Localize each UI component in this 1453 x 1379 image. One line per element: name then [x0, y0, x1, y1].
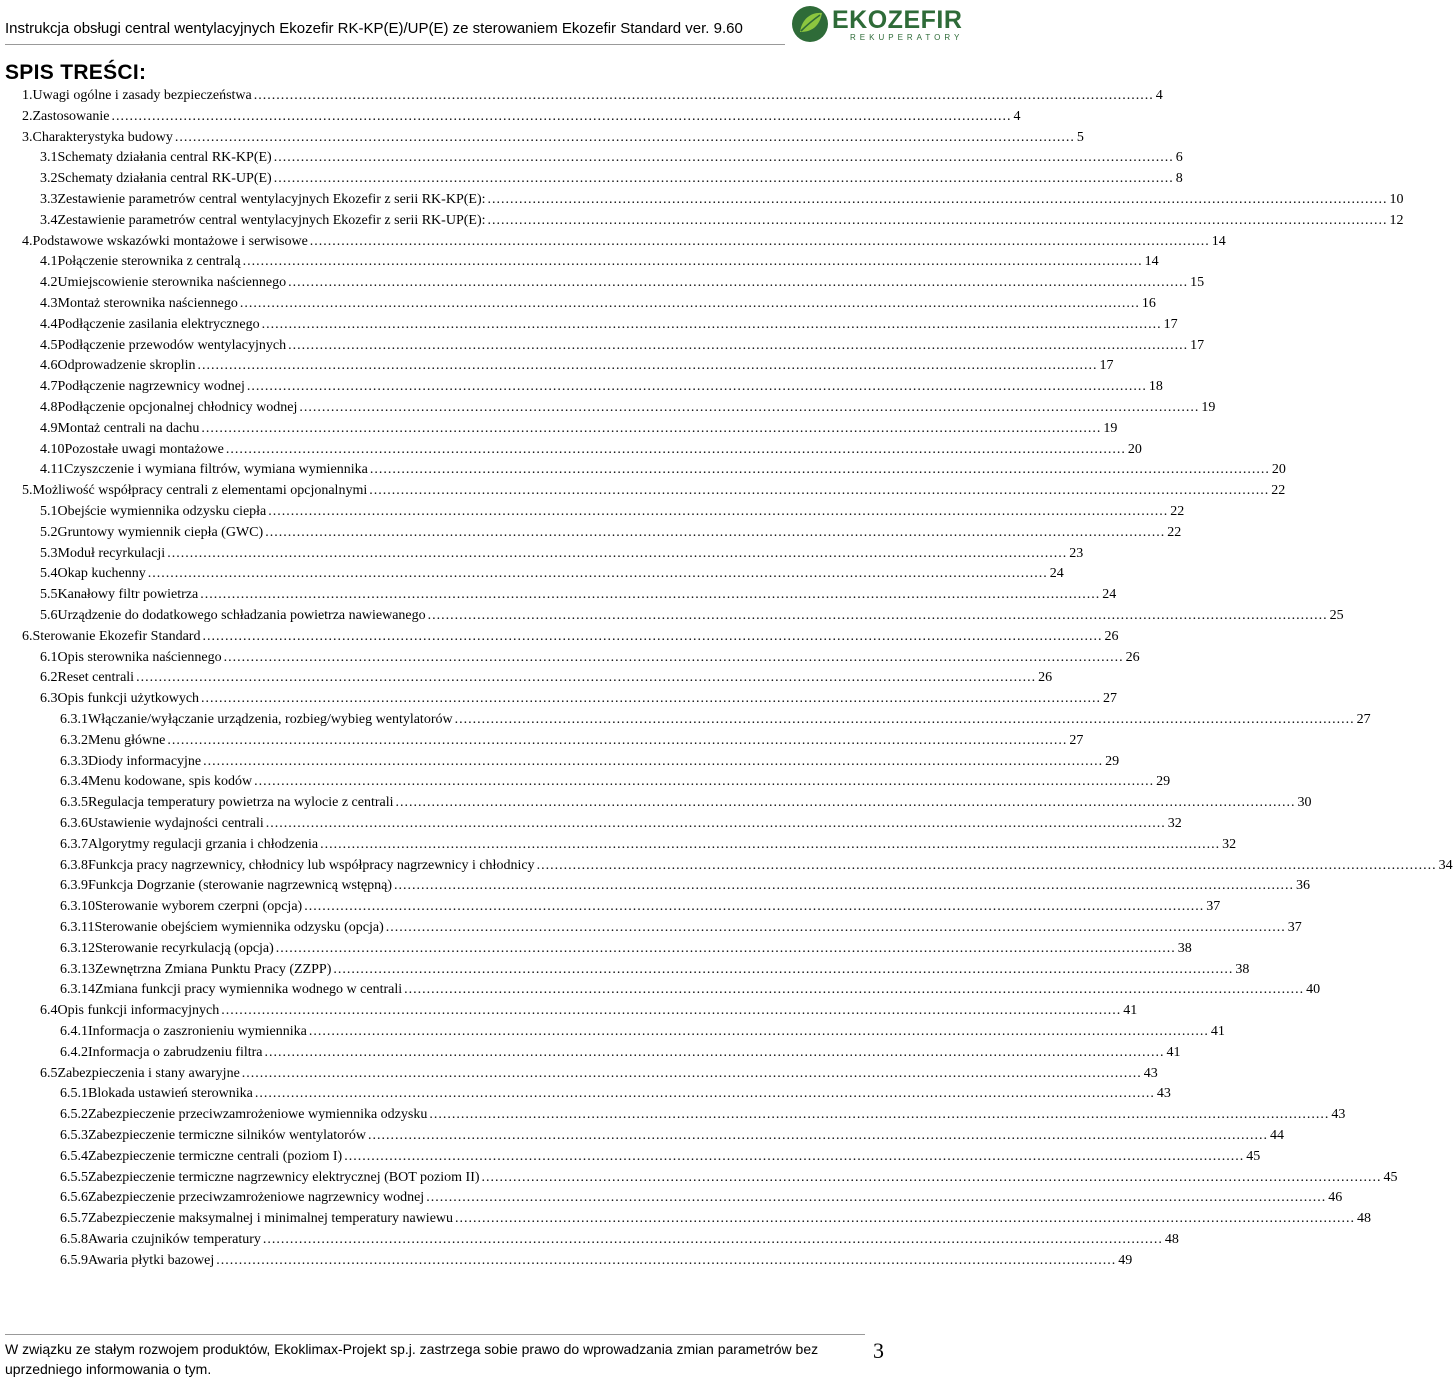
toc-entry[interactable] — [60, 814, 1182, 834]
toc-entry-page: 41 — [1166, 1044, 1181, 1060]
toc-entry-page: 16 — [1141, 296, 1156, 311]
toc-entry-number: 4.10 — [40, 441, 65, 457]
toc-entry-title: Gruntowy wymiennik ciepła (GWC) — [57, 524, 264, 540]
header-title: Instrukcja obsługi central wentylacyjnych Ekozefir RK-KP(E)/UP(E) ze sterowaniem Ekozefir Standard ver. 9.60 — [5, 20, 743, 37]
toc-entry-title: Blokada ustawień sterownika — [88, 1086, 253, 1102]
toc-leader-dots: ........................................................................................................................................................................................................ — [404, 982, 1305, 998]
toc-leader-dots: ........................................................................................................................................................................................................ — [265, 816, 1166, 831]
toc-leader-dots: ........................................................................................................................................................................................................ — [241, 1065, 1142, 1081]
toc-entry[interactable] — [60, 710, 1371, 730]
toc-entry-title: Ustawienie wydajności centrali — [88, 816, 264, 831]
toc-entry[interactable] — [22, 627, 1119, 647]
toc-entry-title: Sterowanie obejściem wymiennika odzysku (opcja) — [94, 920, 384, 935]
toc-entry-title: Czyszczenie i wymiana filtrów, wymiana wymiennika — [63, 462, 368, 478]
toc-leader-dots: ........................................................................................................................................................................................................ — [393, 878, 1294, 894]
toc-entry[interactable] — [60, 856, 1453, 876]
toc-entry-number: 4.6 — [40, 358, 58, 374]
toc-leader-dots: ........................................................................................................................................................................................................ — [261, 316, 1162, 332]
toc-entry-page: 30 — [1297, 795, 1312, 811]
toc-entry-title: Zabezpieczenie przeciwzamrożeniowe nagrzewnicy wodnej — [88, 1190, 425, 1206]
toc-entry-page: 14 — [1211, 233, 1226, 249]
toc-entry[interactable] — [40, 606, 1344, 626]
toc-entry-number: 6.5.2 — [60, 1107, 88, 1123]
toc-entry-number: 6.3.12 — [60, 940, 95, 956]
toc-entry-number: 6.3.4 — [60, 774, 88, 790]
header-divider — [5, 44, 785, 45]
toc-entry-title: Zabezpieczenie termiczne centrali (poziom I) — [88, 1148, 343, 1164]
footer-divider — [5, 1334, 865, 1335]
toc-leader-dots: ........................................................................................................................................................................................................ — [223, 649, 1124, 665]
toc-entry-page: 32 — [1167, 816, 1182, 831]
toc-entry[interactable] — [40, 336, 1205, 356]
toc-entry-number: 3.3 — [40, 192, 58, 207]
toc-entry[interactable] — [60, 897, 1221, 917]
toc-leader-dots: ........................................................................................................................................................................................................ — [216, 1252, 1117, 1268]
toc-entry-number: 6.3.3 — [60, 753, 88, 769]
toc-entry-title: Podłączenie zasilania elektrycznego — [57, 316, 260, 332]
toc-entry[interactable] — [60, 1147, 1261, 1167]
toc-entry-title: Podstawowe wskazówki montażowe i serwisowe — [32, 233, 308, 249]
toc-leader-dots: ........................................................................................................................................................................................................ — [200, 587, 1101, 603]
toc-entry[interactable] — [40, 502, 1185, 522]
toc-entry-number: 6.3.8 — [60, 857, 88, 873]
toc-entry-number: 5.1 — [40, 504, 58, 519]
toc-leader-dots: ........................................................................................................................................................................................................ — [288, 337, 1189, 353]
logo-wordmark: EKOZEFIR — [832, 6, 963, 34]
toc-entry-title: Schematy działania central RK-UP(E) — [57, 171, 272, 187]
toc-leader-dots: ........................................................................................................................................................................................................ — [239, 296, 1140, 311]
toc-entry[interactable] — [60, 1251, 1133, 1271]
toc-entry-page: 48 — [1357, 1211, 1372, 1227]
toc-leader-dots: ........................................................................................................................................................................................................ — [265, 524, 1166, 540]
toc-entry[interactable] — [40, 356, 1114, 376]
toc-leader-dots: ........................................................................................................................................................................................................ — [320, 836, 1221, 852]
toc-leader-dots: ........................................................................................................................................................................................................ — [167, 545, 1068, 561]
toc-entry-number: 6.4.2 — [60, 1044, 88, 1060]
toc-entry-page: 45 — [1383, 1169, 1398, 1185]
toc-entry-title: Zabezpieczenie przeciwzamrożeniowe wymiennika odzysku — [88, 1107, 428, 1123]
toc-entry-page: 26 — [1125, 649, 1140, 665]
toc-leader-dots: ........................................................................................................................................................................................................ — [221, 1003, 1122, 1019]
toc-entry[interactable] — [40, 648, 1140, 668]
toc-entry-number: 6.5.3 — [60, 1128, 88, 1143]
toc-leader-dots: ........................................................................................................................................................................................................ — [254, 774, 1155, 790]
toc-leader-dots: ........................................................................................................................................................................................................ — [262, 1232, 1163, 1247]
toc-entry-number: 2. — [22, 108, 33, 124]
toc-entry-number: 6.3.6 — [60, 816, 88, 831]
toc-entry-number: 6.5 — [40, 1065, 58, 1081]
toc-entry-title: Informacja o zabrudzeniu filtra — [88, 1044, 263, 1060]
toc-entry-title: Włączanie/wyłączanie urządzenia, rozbieg/wybieg wentylatorów — [88, 712, 453, 727]
leaf-icon — [790, 4, 830, 44]
toc-entry-page: 38 — [1177, 940, 1192, 956]
toc-entry-page: 41 — [1210, 1024, 1225, 1039]
toc-entry-title: Obejście wymiennika odzysku ciepła — [57, 504, 267, 519]
toc-entry-title: Montaż centrali na dachu — [57, 420, 200, 436]
toc-entry-number: 6.5.9 — [60, 1252, 88, 1268]
toc-entry-number: 6.3.1 — [60, 712, 88, 727]
toc-entry-title: Informacja o zaszronieniu wymiennika — [88, 1024, 307, 1039]
toc-entry[interactable] — [60, 980, 1321, 1000]
toc-entry-number: 6. — [22, 628, 33, 644]
toc-entry-page: 38 — [1235, 961, 1250, 977]
toc-entry-title: Awaria czujników temperatury — [88, 1232, 261, 1247]
toc-entry-page: 10 — [1389, 192, 1404, 207]
toc-entry-title: Podłączenie nagrzewnicy wodnej — [57, 379, 245, 395]
toc-entry-title: Regulacja temperatury powietrza na wylocie z centrali — [88, 795, 394, 811]
toc-entry-title: Pozostałe uwagi montażowe — [64, 441, 224, 457]
toc-entry[interactable] — [60, 960, 1250, 980]
toc-leader-dots: ........................................................................................................................................................................................................ — [304, 899, 1205, 915]
toc-entry-title: Zestawienie parametrów central wentylacyjnych Ekozefir z serii RK-UP(E): — [57, 212, 486, 228]
toc-leader-dots: ........................................................................................................................................................................................................ — [333, 961, 1234, 977]
toc-leader-dots: ........................................................................................................................................................................................................ — [268, 504, 1169, 519]
toc-leader-dots: ........................................................................................................................................................................................................ — [395, 795, 1296, 811]
toc-leader-dots: ........................................................................................................................................................................................................ — [197, 358, 1098, 374]
toc-entry[interactable] — [60, 1230, 1179, 1250]
toc-entry-page: 18 — [1148, 379, 1163, 395]
toc-leader-dots: ........................................................................................................................................................................................................ — [426, 1190, 1327, 1206]
toc-leader-dots: ........................................................................................................................................................................................................ — [299, 400, 1200, 415]
toc-entry-page: 45 — [1246, 1148, 1261, 1164]
toc-entry[interactable] — [40, 523, 1182, 543]
toc-entry[interactable] — [40, 564, 1064, 584]
toc-entry-page: 29 — [1156, 774, 1171, 790]
toc-entry-page: 6 — [1175, 150, 1183, 166]
toc-leader-dots: ........................................................................................................................................................................................................ — [253, 88, 1154, 103]
toc-entry-number: 3.1 — [40, 150, 58, 166]
toc-leader-dots: ........................................................................................................................................................................................................ — [429, 1107, 1330, 1123]
toc-entry-page: 37 — [1287, 920, 1302, 935]
toc-entry[interactable] — [60, 1188, 1343, 1208]
toc-entry-page: 27 — [1356, 712, 1371, 727]
toc-entry[interactable] — [40, 273, 1205, 293]
toc-entry[interactable] — [40, 398, 1216, 418]
toc-entry-title: Urządzenie do dodatkowego schładzania powietrza nawiewanego — [57, 608, 426, 623]
toc-entry-page: 49 — [1118, 1252, 1133, 1268]
toc-entry[interactable] — [60, 835, 1237, 855]
toc-entry-page: 32 — [1222, 836, 1237, 852]
toc-entry-title: Odprowadzenie skroplin — [57, 358, 196, 374]
toc-entry-page: 43 — [1156, 1086, 1171, 1102]
toc-entry-title: Połączenie sterownika z centralą — [57, 254, 241, 270]
toc-entry-page: 20 — [1271, 462, 1286, 478]
logo-tagline: REKUPERATORY — [850, 33, 964, 42]
toc-entry-title: Reset centrali — [57, 670, 135, 686]
toc-entry-number: 6.3.13 — [60, 961, 95, 977]
toc-title: SPIS TREŚCI: — [5, 61, 147, 84]
toc-entry[interactable] — [40, 460, 1286, 480]
toc-entry-page: 19 — [1103, 420, 1118, 436]
page-header — [0, 0, 964, 48]
toc-entry-number: 6.3.5 — [60, 795, 88, 811]
toc-entry-title: Diody informacyjne — [88, 753, 202, 769]
toc-entry-page: 5 — [1076, 129, 1084, 145]
toc-entry-page: 4 — [1013, 108, 1021, 124]
toc-entry[interactable] — [60, 1168, 1398, 1188]
toc-entry[interactable] — [40, 689, 1118, 709]
toc-entry-number: 6.5.4 — [60, 1148, 88, 1164]
toc-leader-dots: ........................................................................................................................................................................................................ — [273, 150, 1174, 166]
toc-entry-number: 6.3.2 — [60, 732, 88, 748]
toc-entry-page: 26 — [1038, 670, 1053, 686]
toc-leader-dots: ........................................................................................................................................................................................................ — [275, 940, 1176, 956]
toc-entry-page: 17 — [1163, 316, 1178, 332]
toc-leader-dots: ........................................................................................................................................................................................................ — [273, 171, 1174, 187]
toc-entry[interactable] — [60, 918, 1302, 938]
toc-entry-number: 4.7 — [40, 379, 58, 395]
toc-entry-number: 6.3.7 — [60, 836, 88, 852]
toc-leader-dots: ........................................................................................................................................................................................................ — [111, 108, 1012, 124]
toc-leader-dots: ........................................................................................................................................................................................................ — [369, 483, 1270, 499]
toc-leader-dots: ........................................................................................................................................................................................................ — [201, 691, 1102, 707]
toc-entry-title: Sterowanie wyborem czerpni (opcja) — [95, 899, 303, 915]
toc-entry-number: 3.2 — [40, 171, 58, 187]
toc-leader-dots: ........................................................................................................................................................................................................ — [455, 1211, 1356, 1227]
toc-leader-dots: ........................................................................................................................................................................................................ — [246, 379, 1147, 395]
toc-entry-number: 6.3.9 — [60, 878, 88, 894]
brand-logo — [790, 2, 964, 46]
toc-entry-number: 5.4 — [40, 566, 58, 582]
toc-leader-dots: ........................................................................................................................................................................................................ — [369, 462, 1270, 478]
toc-leader-dots: ........................................................................................................................................................................................................ — [167, 732, 1068, 748]
toc-leader-dots: ........................................................................................................................................................................................................ — [454, 712, 1355, 727]
toc-leader-dots: ........................................................................................................................................................................................................ — [225, 441, 1126, 457]
toc-entry-title: Podłączenie opcjonalnej chłodnicy wodnej — [57, 400, 298, 415]
toc-leader-dots: ........................................................................................................................................................................................................ — [308, 1024, 1209, 1039]
toc-entry-number: 4.1 — [40, 254, 58, 270]
toc-entry-number: 6.3.11 — [60, 920, 95, 935]
toc-entry-number: 3.4 — [40, 212, 58, 228]
toc-entry-page: 22 — [1167, 524, 1182, 540]
toc-entry-number: 6.5.7 — [60, 1211, 88, 1227]
toc-entry-page: 23 — [1069, 545, 1084, 561]
toc-entry[interactable] — [40, 252, 1159, 272]
toc-entry-page: 41 — [1123, 1003, 1138, 1019]
toc-entry-page: 44 — [1269, 1128, 1284, 1143]
toc-entry-page: 4 — [1155, 88, 1163, 103]
toc-entry-title: Opis sterownika naściennego — [57, 649, 222, 665]
toc-entry[interactable] — [40, 585, 1117, 605]
toc-entry[interactable] — [60, 793, 1312, 813]
toc-leader-dots: ........................................................................................................................................................................................................ — [174, 129, 1075, 145]
toc-entry-page: 25 — [1329, 608, 1344, 623]
toc-entry-title: Możliwość współpracy centrali z elementami opcjonalnymi — [32, 483, 368, 499]
toc-entry-title: Uwagi ogólne i zasady bezpieczeństwa — [32, 88, 252, 103]
toc-entry-title: Zestawienie parametrów central wentylacyjnych Ekozefir z serii RK-KP(E): — [57, 192, 486, 207]
toc-entry-number: 6.5.6 — [60, 1190, 88, 1206]
toc-entry-page: 27 — [1103, 691, 1118, 707]
toc-entry-title: Opis funkcji informacyjnych — [57, 1003, 220, 1019]
toc-entry[interactable] — [40, 1001, 1138, 1021]
toc-entry-title: Sterowanie Ekozefir Standard — [32, 628, 201, 644]
footer-disclaimer: W związku ze stałym rozwojem produktów, Ekoklimax-Projekt sp.j. zastrzega sobie prawo do wprowadzania zmian parametrów bez uprzedniego informowania o tym. — [5, 1341, 819, 1377]
toc-entry[interactable] — [60, 1084, 1171, 1104]
toc-entry[interactable] — [40, 148, 1183, 168]
toc-entry[interactable] — [40, 211, 1404, 231]
toc-entry-page: 22 — [1170, 504, 1185, 519]
toc-entry-page: 24 — [1049, 566, 1064, 582]
toc-entry-title: Zabezpieczenie termiczne silników wentylatorów — [88, 1128, 366, 1143]
toc-entry-number: 6.3.10 — [60, 899, 95, 915]
toc-entry-page: 12 — [1389, 212, 1404, 228]
toc-entry-page: 37 — [1206, 899, 1221, 915]
toc-entry-title: Moduł recyrkulacji — [57, 545, 166, 561]
toc-entry-number: 6.4 — [40, 1003, 58, 1019]
toc-entry[interactable] — [40, 544, 1084, 564]
toc-entry-page: 43 — [1331, 1107, 1346, 1123]
toc-leader-dots: ........................................................................................................................................................................................................ — [481, 1169, 1382, 1185]
toc-leader-dots: ........................................................................................................................................................................................................ — [264, 1044, 1165, 1060]
toc-entry-page: 19 — [1201, 400, 1216, 415]
toc-entry-page: 48 — [1164, 1232, 1179, 1247]
toc-entry-page: 15 — [1190, 275, 1205, 291]
toc-entry-title: Algorytmy regulacji grzania i chłodzenia — [88, 836, 319, 852]
toc-entry-number: 4.3 — [40, 296, 58, 311]
toc-entry-number: 6.3.14 — [60, 982, 95, 998]
toc-entry-number: 5. — [22, 483, 33, 499]
toc-entry-number: 6.4.1 — [60, 1024, 88, 1039]
toc-entry-number: 4.2 — [40, 275, 58, 291]
toc-entry-title: Zastosowanie — [32, 108, 110, 124]
toc-entry[interactable] — [60, 772, 1171, 792]
toc-entry-page: 22 — [1271, 483, 1286, 499]
toc-leader-dots: ........................................................................................................................................................................................................ — [367, 1128, 1268, 1143]
toc-entry-title: Funkcja pracy nagrzewnicy, chłodnicy lub współpracy nagrzewnicy i chłodnicy — [88, 857, 535, 873]
toc-entry[interactable] — [40, 190, 1404, 210]
toc-entry[interactable] — [40, 377, 1163, 397]
toc-entry-number: 4. — [22, 233, 33, 249]
toc-entry-title: Zabezpieczenie maksymalnej i minimalnej temperatury nawiewu — [88, 1211, 454, 1227]
toc-leader-dots: ........................................................................................................................................................................................................ — [427, 608, 1328, 623]
toc-entry[interactable] — [60, 1105, 1346, 1125]
toc-leader-dots: ........................................................................................................................................................................................................ — [203, 753, 1104, 769]
toc-entry-page: 24 — [1102, 587, 1117, 603]
toc-leader-dots: ........................................................................................................................................................................................................ — [147, 566, 1048, 582]
page-number: 3 — [873, 1338, 884, 1363]
toc-entry-page: 26 — [1104, 628, 1119, 644]
toc-entry[interactable] — [40, 440, 1142, 460]
toc-entry-page: 46 — [1328, 1190, 1343, 1206]
toc-entry-page: 29 — [1105, 753, 1120, 769]
toc-entry[interactable] — [22, 128, 1084, 148]
toc-leader-dots: ........................................................................................................................................................................................................ — [487, 212, 1388, 228]
toc-entry-title: Zabezpieczenie termiczne nagrzewnicy elektrycznej (BOT poziom II) — [88, 1169, 480, 1185]
toc-entry-number: 4.5 — [40, 337, 58, 353]
toc-entry-title: Umiejscowienie sterownika naściennego — [57, 275, 287, 291]
toc-entry-title: Kanałowy filtr powietrza — [57, 587, 199, 603]
toc-entry-page: 27 — [1069, 732, 1084, 748]
toc-entry[interactable] — [22, 232, 1226, 252]
toc-entry-page: 43 — [1143, 1065, 1158, 1081]
toc-entry-page: 40 — [1306, 982, 1321, 998]
toc-entry-title: Zmiana funkcji pracy wymiennika wodnego w centrali — [95, 982, 403, 998]
toc-entry-number: 4.9 — [40, 420, 58, 436]
toc-entry-title: Montaż sterownika naściennego — [57, 296, 238, 311]
toc-entry[interactable] — [60, 1126, 1284, 1146]
toc-entry-number: 5.5 — [40, 587, 58, 603]
toc-entry[interactable] — [40, 169, 1183, 189]
toc-entry-number: 6.5.8 — [60, 1232, 88, 1247]
toc-entry[interactable] — [40, 668, 1053, 688]
toc-entry-page: 17 — [1190, 337, 1205, 353]
toc-entry[interactable] — [60, 876, 1310, 896]
toc-leader-dots: ........................................................................................................................................................................................................ — [385, 920, 1286, 935]
toc-entry-title: Charakterystyka budowy — [32, 129, 173, 145]
toc-entry[interactable] — [40, 419, 1118, 439]
toc-entry-page: 20 — [1127, 441, 1142, 457]
toc-entry-title: Menu kodowane, spis kodów — [88, 774, 253, 790]
toc-entry-number: 6.5.5 — [60, 1169, 88, 1185]
toc-entry[interactable] — [60, 731, 1084, 751]
toc-leader-dots: ........................................................................................................................................................................................................ — [344, 1148, 1245, 1164]
toc-leader-dots: ........................................................................................................................................................................................................ — [309, 233, 1210, 249]
toc-entry[interactable] — [60, 1043, 1181, 1063]
toc-entry[interactable] — [40, 1064, 1158, 1084]
toc-entry-title: Okap kuchenny — [57, 566, 146, 582]
toc-entry-number: 3. — [22, 129, 33, 145]
toc-entry-page: 14 — [1144, 254, 1159, 270]
toc-entry-title: Opis funkcji użytkowych — [57, 691, 200, 707]
toc-entry-title: Menu główne — [88, 732, 166, 748]
toc-entry-number: 5.6 — [40, 608, 58, 623]
toc-entry-page: 34 — [1438, 857, 1453, 873]
toc-entry[interactable] — [22, 481, 1286, 501]
toc-entry-title: Funkcja Dogrzanie (sterowanie nagrzewnicą wstępną) — [88, 878, 392, 894]
toc-entry-title: Sterowanie recyrkulacją (opcja) — [95, 940, 274, 956]
toc-entry-number: 4.8 — [40, 400, 58, 415]
toc-entry-page: 36 — [1295, 878, 1310, 894]
toc-entry-number: 5.3 — [40, 545, 58, 561]
toc-entry[interactable] — [60, 1022, 1225, 1042]
toc-entry[interactable] — [60, 939, 1192, 959]
toc-entry-page: 17 — [1099, 358, 1114, 374]
toc-entry-title: Zewnętrzna Zmiana Punktu Pracy (ZZPP) — [95, 961, 332, 977]
toc-leader-dots: ........................................................................................................................................................................................................ — [136, 670, 1037, 686]
toc-entry-number: 1. — [22, 88, 33, 103]
toc-entry[interactable] — [40, 294, 1156, 314]
toc-entry-title: Awaria płytki bazowej — [88, 1252, 215, 1268]
toc-entry-number: 6.3 — [40, 691, 58, 707]
toc-leader-dots: ........................................................................................................................................................................................................ — [202, 628, 1103, 644]
toc-entry[interactable] — [22, 86, 1163, 106]
toc-entry-number: 6.2 — [40, 670, 58, 686]
toc-leader-dots: ........................................................................................................................................................................................................ — [201, 420, 1102, 436]
toc-entry-number: 6.1 — [40, 649, 58, 665]
toc-entry-number: 6.5.1 — [60, 1086, 88, 1102]
toc-entry-number: 4.4 — [40, 316, 58, 332]
toc-entry-page: 8 — [1175, 171, 1183, 187]
toc-leader-dots: ........................................................................................................................................................................................................ — [254, 1086, 1155, 1102]
toc-entry[interactable] — [60, 1209, 1372, 1229]
toc-leader-dots: ........................................................................................................................................................................................................ — [487, 192, 1388, 207]
toc-entry[interactable] — [40, 315, 1178, 335]
toc-leader-dots: ........................................................................................................................................................................................................ — [242, 254, 1143, 270]
toc-entry[interactable] — [22, 107, 1021, 127]
toc-entry-title: Podłączenie przewodów wentylacyjnych — [57, 337, 287, 353]
toc-entry-number: 4.11 — [40, 462, 64, 478]
toc-leader-dots: ........................................................................................................................................................................................................ — [536, 857, 1437, 873]
toc-entry-number: 5.2 — [40, 524, 58, 540]
toc-entry[interactable] — [60, 752, 1120, 772]
toc-entry-title: Schematy działania central RK-KP(E) — [57, 150, 272, 166]
toc-leader-dots: ........................................................................................................................................................................................................ — [288, 275, 1189, 291]
toc-entry-title: Zabezpieczenia i stany awaryjne — [57, 1065, 240, 1081]
